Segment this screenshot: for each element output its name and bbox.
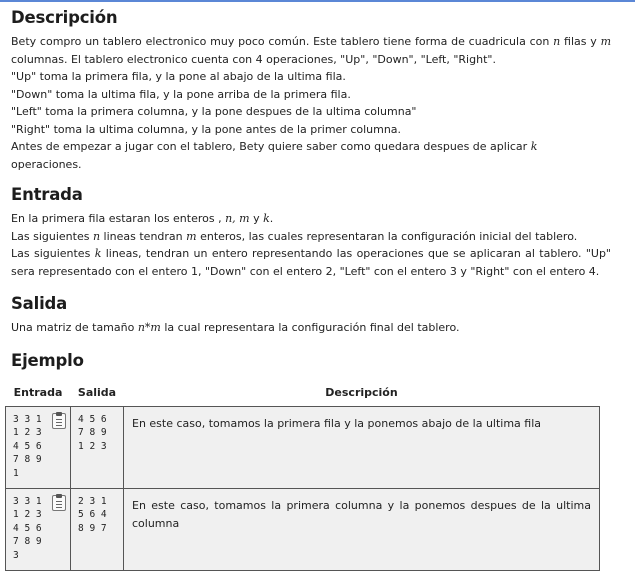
- problem-statement: [11, 8, 611, 370]
- copy-clipboard-icon[interactable]: [52, 495, 66, 511]
- descripcion-intro: Bety compro un tablero electronico muy poco común. Este tablero tiene forma de cuadricula con n filas y m columnas. El tablero electronico cuenta con 4 operaciones, "Up", "Down", "Left, "Right".: [11, 35, 611, 66]
- example-input-cell: [6, 406, 71, 488]
- op-right: "Right" toma la ultima columna, y la pone antes de la primer columna.: [11, 122, 402, 136]
- entrada-line-1: En la primera fila estaran los enteros , n, m y k.: [11, 212, 274, 225]
- entrada-line-3: Las siguientes k lineas, tendran un entero representando las operaciones que se aplicaran al tablero. "Up" sera representado con el entero 1, "Down" con el entero 2, "Left" con el entero 3 y "Right" con el entero 4.: [11, 247, 611, 278]
- descripcion-heading: Descripción: [11, 8, 118, 27]
- example-description: En este caso, tomamos la primera fila y la ponemos abajo de la ultima fila: [124, 406, 600, 488]
- op-left: "Left" toma la primera columna, y la pone despues de la ultima columna": [11, 105, 417, 118]
- example-table: [5, 380, 600, 571]
- op-up: "Up" toma la primera fila, y la pone al abajo de la ultima fila.: [11, 70, 346, 83]
- salida-heading: Salida: [11, 294, 68, 313]
- entrada-heading: Entrada: [11, 185, 83, 204]
- op-down: "Down" toma la ultima fila, y la pone arriba de la primera fila.: [11, 87, 351, 101]
- example-row: [6, 488, 600, 570]
- example-row: [6, 406, 600, 488]
- column-header-salida: Salida: [77, 386, 117, 400]
- example-input: 3 3 1 1 2 3 4 5 6 7 8 9 1: [13, 413, 42, 479]
- example-output: 2 3 1 5 6 4 8 9 7: [78, 495, 107, 534]
- copy-clipboard-icon[interactable]: [52, 413, 66, 429]
- descripcion-final: Antes de empezar a jugar con el tablero, Bety quiere saber como quedara despues de aplicar k operaciones.: [11, 140, 538, 171]
- example-output-cell: [71, 488, 124, 570]
- example-description: En este caso, tomamos la primera columna y la ponemos despues de la ultima columna: [124, 488, 600, 570]
- salida-text: Una matriz de tamaño n*m la cual representara la configuración final del tablero.: [11, 321, 460, 334]
- entrada-line-2: Las siguientes n lineas tendran m enteros, las cuales representaran la configuración inicial del tablero.: [11, 229, 578, 243]
- ejemplo-heading: Ejemplo: [11, 350, 84, 370]
- example-input-cell: [6, 488, 71, 570]
- example-output: 4 5 6 7 8 9 1 2 3: [78, 413, 107, 452]
- column-header-descripcion: Descripción: [325, 386, 398, 400]
- example-input: 3 3 1 1 2 3 4 5 6 7 8 9 3: [13, 495, 42, 561]
- column-header-entrada: Entrada: [13, 386, 63, 400]
- top-accent-bar: [0, 0, 635, 2]
- example-output-cell: [71, 406, 124, 488]
